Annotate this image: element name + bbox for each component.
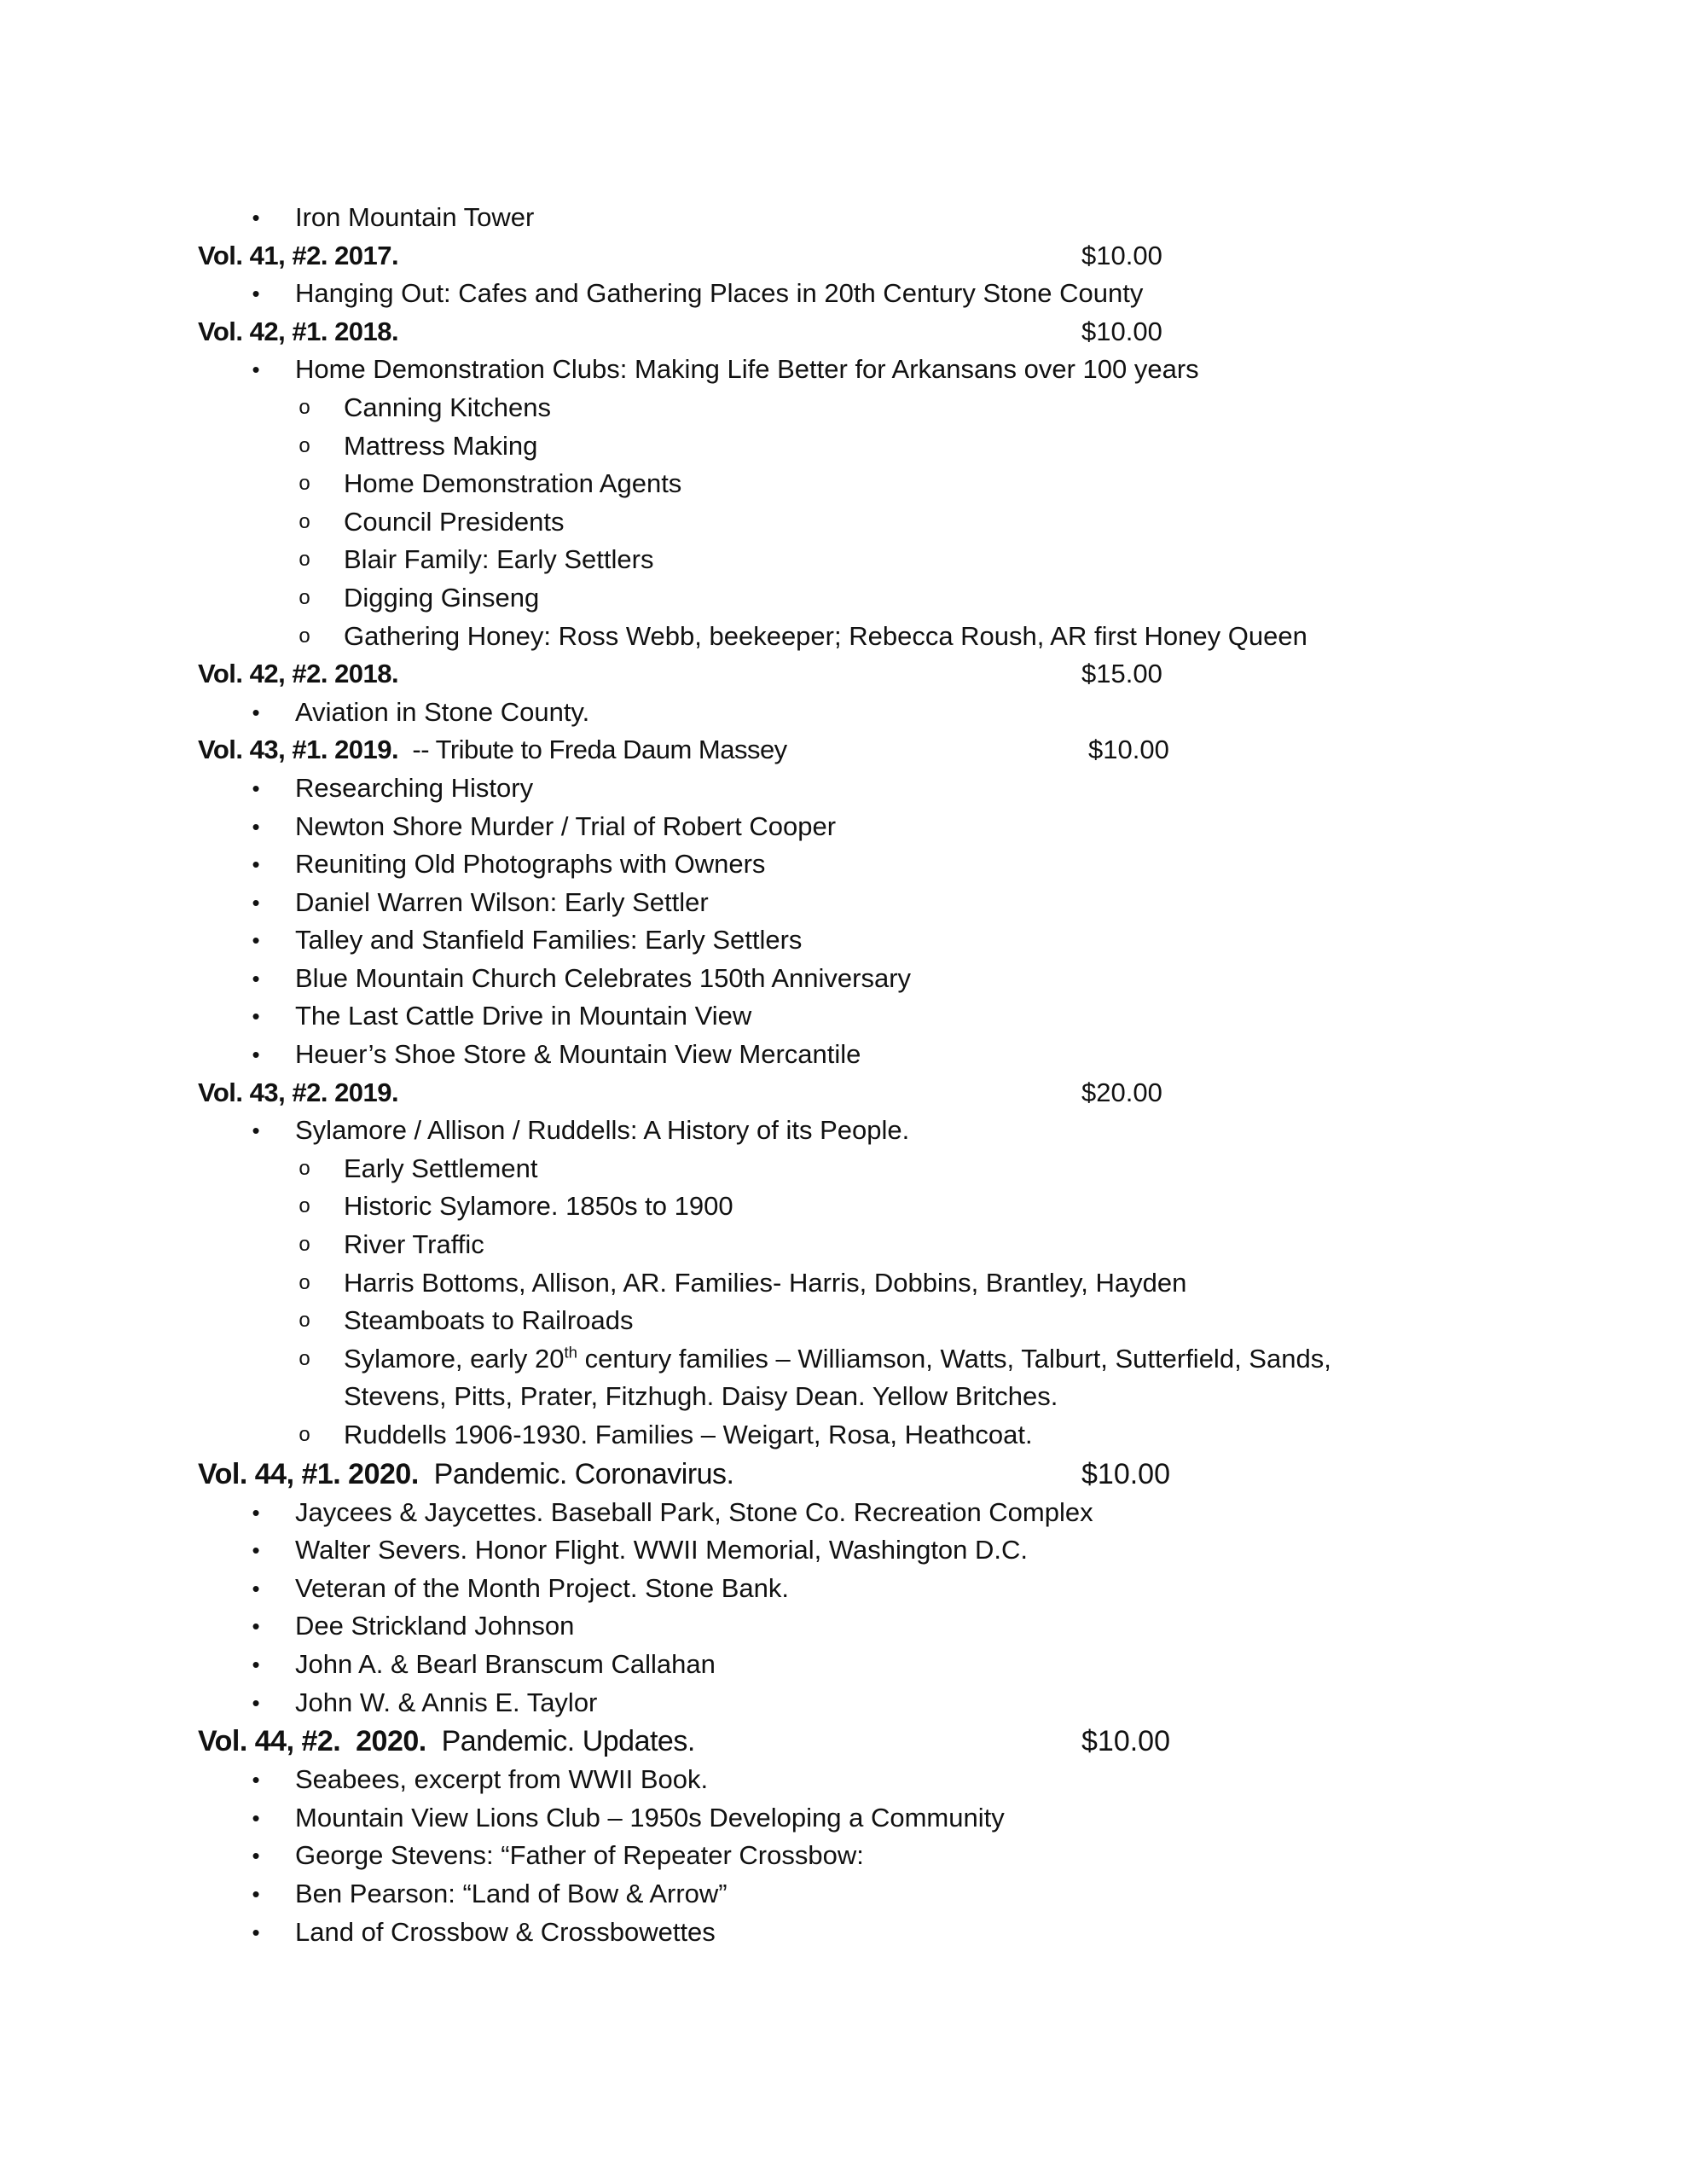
circle-bullet-icon: o bbox=[299, 585, 310, 609]
list-item: • Blue Mountain Church Celebrates 150th Anniversary bbox=[0, 960, 1687, 998]
list-item: • Sylamore / Allison / Ruddells: A History of its People. bbox=[0, 1112, 1687, 1150]
volume-title: Vol. 42, #1. 2018. bbox=[198, 316, 399, 346]
sub-list-item: o Digging Ginseng bbox=[0, 579, 1687, 618]
volume-heading bbox=[0, 655, 1687, 694]
list-item: • John A. & Bearl Branscum Callahan bbox=[0, 1646, 1687, 1684]
circle-bullet-icon: o bbox=[299, 509, 310, 533]
bullet-icon: • bbox=[252, 1118, 260, 1144]
sub-list-item: o Ruddells 1906-1930. Families – Weigart, Rosa, Heathcoat. bbox=[0, 1416, 1687, 1455]
volume-title: Vol. 43, #1. 2019. -- Tribute to Freda Daum Massey bbox=[198, 735, 787, 765]
volume-title: Vol. 44, #1. 2020. Pandemic. Coronavirus. bbox=[198, 1457, 734, 1490]
bullet-icon: • bbox=[252, 205, 260, 230]
sub-list-item: o River Traffic bbox=[0, 1226, 1687, 1264]
bullet-icon: • bbox=[252, 1919, 260, 1945]
list-item: • Researching History bbox=[0, 770, 1687, 808]
list-item: • Veteran of the Month Project. Stone Bank. bbox=[0, 1570, 1687, 1608]
sub-list-item: o Home Demonstration Agents bbox=[0, 465, 1687, 503]
bullet-icon: • bbox=[252, 1575, 260, 1601]
list-item: • Jaycees & Jaycettes. Baseball Park, Stone Co. Recreation Complex bbox=[0, 1494, 1687, 1532]
circle-bullet-icon: o bbox=[299, 624, 310, 648]
bullet-icon: • bbox=[252, 1689, 260, 1716]
list-item: • Ben Pearson: “Land of Bow & Arrow” bbox=[0, 1875, 1687, 1914]
list-item: • Daniel Warren Wilson: Early Settler bbox=[0, 884, 1687, 922]
circle-bullet-icon: o bbox=[299, 1194, 310, 1218]
circle-bullet-icon: o bbox=[299, 1346, 310, 1370]
circle-bullet-icon: o bbox=[299, 548, 310, 572]
volume-heading bbox=[0, 1074, 1687, 1112]
sub-list-item: o Early Settlement bbox=[0, 1150, 1687, 1188]
price: $10.00 bbox=[1081, 1457, 1170, 1490]
list-item: • Aviation in Stone County. bbox=[0, 694, 1687, 732]
price: $10.00 bbox=[1081, 316, 1162, 346]
bullet-icon: • bbox=[252, 1537, 260, 1564]
sub-list-item: o Mattress Making bbox=[0, 427, 1687, 466]
volume-heading bbox=[0, 731, 1687, 770]
price: $10.00 bbox=[1088, 735, 1169, 765]
document-page bbox=[0, 199, 1687, 1951]
volume-heading bbox=[0, 1722, 1687, 1761]
bullet-icon: • bbox=[252, 1880, 260, 1907]
list-item: • Hanging Out: Cafes and Gathering Places in 20th Century Stone County bbox=[0, 275, 1687, 313]
list-item: • Reuniting Old Photographs with Owners bbox=[0, 845, 1687, 884]
circle-bullet-icon: o bbox=[299, 395, 310, 419]
circle-bullet-icon: o bbox=[299, 1156, 310, 1180]
volume-subtitle: Pandemic. Coronavirus. bbox=[418, 1457, 734, 1490]
price: $10.00 bbox=[1081, 240, 1162, 270]
bullet-icon: • bbox=[252, 1651, 260, 1677]
circle-bullet-icon: o bbox=[299, 1233, 310, 1257]
bullet-icon: • bbox=[252, 357, 260, 383]
list-item: • Land of Crossbow & Crossbowettes bbox=[0, 1914, 1687, 1952]
volume-title: Vol. 43, #2. 2019. bbox=[198, 1077, 399, 1107]
sub-list-item: o Harris Bottoms, Allison, AR. Families- Harris, Dobbins, Brantley, Hayden bbox=[0, 1264, 1687, 1303]
bullet-icon: • bbox=[252, 813, 260, 839]
list-item: • Home Demonstration Clubs: Making Life Better for Arkansans over 100 years bbox=[0, 351, 1687, 389]
volume-subtitle: -- Tribute to Freda Daum Massey bbox=[398, 735, 787, 765]
sub-list-item: o Gathering Honey: Ross Webb, beekeeper; Rebecca Roush, AR first Honey Queen bbox=[0, 618, 1687, 656]
bullet-icon: • bbox=[252, 1804, 260, 1831]
bullet-icon: • bbox=[252, 1613, 260, 1640]
sub-list-item: o Historic Sylamore. 1850s to 1900 bbox=[0, 1188, 1687, 1226]
volume-heading bbox=[0, 237, 1687, 276]
bullet-icon: • bbox=[252, 927, 260, 954]
bullet-icon: • bbox=[252, 1767, 260, 1793]
sub-list-item: o Steamboats to Railroads bbox=[0, 1302, 1687, 1340]
volume-title: Vol. 44, #2. 2020. Pandemic. Updates. bbox=[198, 1725, 695, 1758]
circle-bullet-icon: o bbox=[299, 1309, 310, 1333]
price: $15.00 bbox=[1081, 659, 1162, 689]
sub-list-item-continuation: Stevens, Pitts, Prater, Fitzhugh. Daisy Dean. Yellow Britches. bbox=[344, 1381, 1058, 1412]
sub-list-item: o Sylamore, early 20th century families – Williamson, Watts, Talburt, Sutterfield, Sands, bbox=[0, 1340, 1687, 1379]
bullet-icon: • bbox=[252, 889, 260, 915]
list-item: • Dee Strickland Johnson bbox=[0, 1607, 1687, 1646]
list-item: • Heuer’s Shoe Store & Mountain View Mercantile bbox=[0, 1036, 1687, 1074]
bullet-icon: • bbox=[252, 699, 260, 725]
volume-heading bbox=[0, 1455, 1687, 1494]
volume-subtitle: Pandemic. Updates. bbox=[426, 1725, 695, 1758]
list-item: • Walter Severs. Honor Flight. WWII Memorial, Washington D.C. bbox=[0, 1531, 1687, 1570]
circle-bullet-icon: o bbox=[299, 433, 310, 457]
bullet-icon: • bbox=[252, 965, 260, 991]
list-item: • Seabees, excerpt from WWII Book. bbox=[0, 1761, 1687, 1799]
bullet-icon: • bbox=[252, 1003, 260, 1030]
price: $20.00 bbox=[1081, 1077, 1162, 1107]
bullet-icon: • bbox=[252, 281, 260, 307]
volume-title: Vol. 41, #2. 2017. bbox=[198, 240, 399, 270]
bullet-icon: • bbox=[252, 1042, 260, 1068]
volume-title: Vol. 42, #2. 2018. bbox=[198, 659, 399, 689]
list-item: • The Last Cattle Drive in Mountain View bbox=[0, 997, 1687, 1036]
list-item: • John W. & Annis E. Taylor bbox=[0, 1684, 1687, 1722]
bullet-icon: • bbox=[252, 1499, 260, 1525]
volume-heading bbox=[0, 313, 1687, 351]
list-item: • Mountain View Lions Club – 1950s Developing a Community bbox=[0, 1799, 1687, 1838]
bullet-icon: • bbox=[252, 775, 260, 801]
circle-bullet-icon: o bbox=[299, 472, 310, 496]
price: $10.00 bbox=[1081, 1725, 1170, 1758]
bullet-icon: • bbox=[252, 1843, 260, 1869]
circle-bullet-icon: o bbox=[299, 1423, 310, 1446]
list-item: • George Stevens: “Father of Repeater Crossbow: bbox=[0, 1837, 1687, 1875]
list-item: • Newton Shore Murder / Trial of Robert Cooper bbox=[0, 808, 1687, 846]
list-item: • Iron Mountain Tower bbox=[0, 199, 1687, 237]
circle-bullet-icon: o bbox=[299, 1270, 310, 1294]
sub-list-item: o Canning Kitchens bbox=[0, 389, 1687, 427]
sub-list-item: o Blair Family: Early Settlers bbox=[0, 541, 1687, 579]
bullet-icon: • bbox=[252, 851, 260, 878]
list-item: • Talley and Stanfield Families: Early Settlers bbox=[0, 921, 1687, 960]
sub-list-item: o Council Presidents bbox=[0, 503, 1687, 542]
